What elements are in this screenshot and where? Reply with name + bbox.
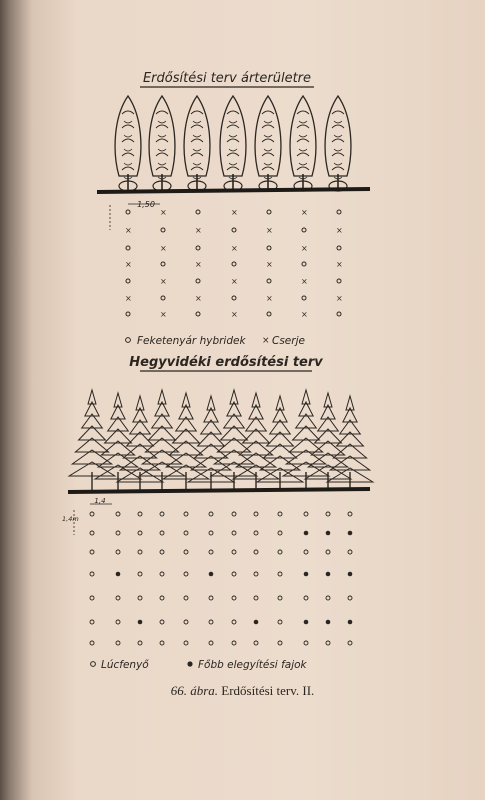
upper-legend-a: Feketenyár hybridek <box>137 335 246 347</box>
open-dot <box>304 550 308 554</box>
open-dot <box>348 550 352 554</box>
open-dot <box>184 572 188 576</box>
filled-dot <box>326 572 331 577</box>
open-dot <box>160 641 164 645</box>
open-dot <box>232 572 236 576</box>
cross-mark: × <box>160 208 167 217</box>
lower-spacing-label: 1,4 <box>94 497 106 505</box>
filled-dot <box>348 572 353 577</box>
open-dot <box>209 531 213 535</box>
circle-mark <box>267 312 271 316</box>
filled-dot <box>304 620 309 625</box>
open-dot <box>254 596 258 600</box>
circle-mark <box>302 296 306 300</box>
cross-mark: × <box>266 294 273 303</box>
open-dot <box>90 596 94 600</box>
poplar-trees <box>115 96 351 191</box>
open-dot <box>304 596 308 600</box>
cross-mark: × <box>301 244 308 253</box>
open-dot <box>184 512 188 516</box>
open-dot <box>304 641 308 645</box>
circle-mark <box>232 262 236 266</box>
circle-mark <box>161 228 165 232</box>
legend-circle-symbol <box>126 338 131 343</box>
circle-mark <box>126 279 130 283</box>
cross-mark: × <box>125 294 132 303</box>
cross-mark: × <box>231 310 238 319</box>
open-dot <box>232 512 236 516</box>
cross-mark: × <box>231 244 238 253</box>
open-dot <box>138 550 142 554</box>
circle-mark <box>126 312 130 316</box>
open-dot <box>254 512 258 516</box>
open-dot <box>254 531 258 535</box>
filled-dot <box>326 531 331 536</box>
circle-mark <box>337 279 341 283</box>
open-dot <box>326 596 330 600</box>
lower-legend-a: Lúcfenyő <box>101 659 149 671</box>
open-dot <box>116 641 120 645</box>
figure-caption <box>0 683 485 699</box>
cross-mark: × <box>195 226 202 235</box>
legend-cross-symbol: × <box>262 336 270 346</box>
circle-mark <box>302 262 306 266</box>
open-dot <box>304 512 308 516</box>
circle-mark <box>337 210 341 214</box>
circle-mark <box>302 228 306 232</box>
cross-mark: × <box>266 226 273 235</box>
spruce-trees <box>69 390 373 490</box>
circle-mark <box>267 279 271 283</box>
open-dot <box>232 550 236 554</box>
open-dot <box>138 531 142 535</box>
poplar-tree <box>184 96 210 191</box>
upper-spacing-label: 1,50 <box>137 200 155 209</box>
lower-ground-line <box>68 489 370 492</box>
open-dot <box>232 531 236 535</box>
cross-mark: × <box>336 260 343 269</box>
open-dot <box>138 512 142 516</box>
open-dot <box>184 620 188 624</box>
upper-legend-b: Cserje <box>272 335 305 347</box>
open-dot <box>138 572 142 576</box>
circle-mark <box>196 210 200 214</box>
open-dot <box>209 641 213 645</box>
open-dot <box>160 512 164 516</box>
open-dot <box>160 550 164 554</box>
open-dot <box>160 572 164 576</box>
cross-mark: × <box>160 244 167 253</box>
figure-caption-text: Erdősítési terv. II. <box>221 683 315 698</box>
circle-mark <box>267 246 271 250</box>
filled-dot <box>116 572 121 577</box>
open-dot <box>90 572 94 576</box>
circle-mark <box>161 262 165 266</box>
open-dot <box>278 512 282 516</box>
poplar-tree <box>220 96 246 191</box>
open-dot <box>326 550 330 554</box>
open-dot <box>348 512 352 516</box>
cross-mark: × <box>195 260 202 269</box>
open-dot <box>116 550 120 554</box>
open-dot <box>160 531 164 535</box>
cross-mark: × <box>301 310 308 319</box>
circle-mark <box>232 228 236 232</box>
open-dot <box>184 531 188 535</box>
open-dot <box>278 572 282 576</box>
open-dot <box>138 596 142 600</box>
spruce-tree <box>233 393 279 490</box>
open-dot <box>348 596 352 600</box>
lower-legend-b: Főbb elegyítési fajok <box>198 659 307 671</box>
open-dot <box>209 620 213 624</box>
open-dot <box>184 641 188 645</box>
filled-dot <box>348 620 353 625</box>
poplar-tree <box>325 96 351 191</box>
circle-mark <box>232 296 236 300</box>
open-dot <box>209 596 213 600</box>
open-dot <box>278 531 282 535</box>
open-dot <box>116 512 120 516</box>
lower-row-spacing-label: 1,4m <box>62 515 79 523</box>
open-dot <box>209 512 213 516</box>
open-dot <box>278 620 282 624</box>
filled-dot <box>138 620 143 625</box>
filled-dot <box>348 531 353 536</box>
cross-mark: × <box>160 277 167 286</box>
open-dot <box>348 641 352 645</box>
circle-mark <box>267 210 271 214</box>
open-dot <box>278 596 282 600</box>
poplar-tree <box>290 96 316 191</box>
circle-mark <box>337 246 341 250</box>
open-dot <box>90 512 94 516</box>
figure-number: 66. ábra. <box>170 683 219 698</box>
circle-mark <box>161 296 165 300</box>
circle-mark <box>337 312 341 316</box>
open-dot <box>278 641 282 645</box>
circle-mark <box>126 210 130 214</box>
open-dot <box>160 596 164 600</box>
filled-dot <box>304 531 309 536</box>
open-dot <box>138 641 142 645</box>
filled-dot <box>209 572 214 577</box>
poplar-planting-grid <box>125 208 343 319</box>
cross-mark: × <box>336 226 343 235</box>
cross-mark: × <box>125 226 132 235</box>
open-dot <box>184 596 188 600</box>
open-dot <box>160 620 164 624</box>
open-dot <box>116 596 120 600</box>
cross-mark: × <box>195 294 202 303</box>
cross-mark: × <box>336 294 343 303</box>
open-dot <box>232 620 236 624</box>
cross-mark: × <box>301 208 308 217</box>
open-dot <box>326 512 330 516</box>
open-dot <box>278 550 282 554</box>
filled-dot <box>326 620 331 625</box>
open-dot <box>254 572 258 576</box>
open-dot <box>232 641 236 645</box>
upper-ground-line <box>97 189 370 192</box>
spruce-tree <box>283 390 329 490</box>
spruce-tree <box>305 393 351 490</box>
open-dot <box>326 641 330 645</box>
spruce-planting-grid <box>90 512 352 645</box>
legend-filled-dot-symbol <box>187 661 192 666</box>
spruce-tree <box>95 393 141 490</box>
open-dot <box>184 550 188 554</box>
poplar-tree <box>255 96 281 191</box>
poplar-tree <box>115 96 141 191</box>
open-dot <box>232 596 236 600</box>
open-dot <box>90 620 94 624</box>
spruce-tree <box>139 390 185 490</box>
open-dot <box>254 550 258 554</box>
cross-mark: × <box>125 260 132 269</box>
circle-mark <box>126 246 130 250</box>
open-dot <box>116 531 120 535</box>
poplar-tree <box>149 96 175 191</box>
cross-mark: × <box>160 310 167 319</box>
open-dot <box>254 641 258 645</box>
cross-mark: × <box>231 277 238 286</box>
circle-mark <box>196 246 200 250</box>
cross-mark: × <box>231 208 238 217</box>
open-dot <box>90 550 94 554</box>
circle-mark <box>196 312 200 316</box>
cross-mark: × <box>266 260 273 269</box>
open-dot <box>90 641 94 645</box>
upper-plan-title: Erdősítési terv árterületre <box>142 71 312 86</box>
circle-mark <box>196 279 200 283</box>
legend-open-dot-symbol <box>91 662 96 667</box>
filled-dot <box>304 572 309 577</box>
cross-mark: × <box>301 277 308 286</box>
lower-plan-title: Hegyvidéki erdősítési terv <box>129 355 323 370</box>
open-dot <box>209 550 213 554</box>
open-dot <box>116 620 120 624</box>
open-dot <box>90 531 94 535</box>
filled-dot <box>254 620 259 625</box>
